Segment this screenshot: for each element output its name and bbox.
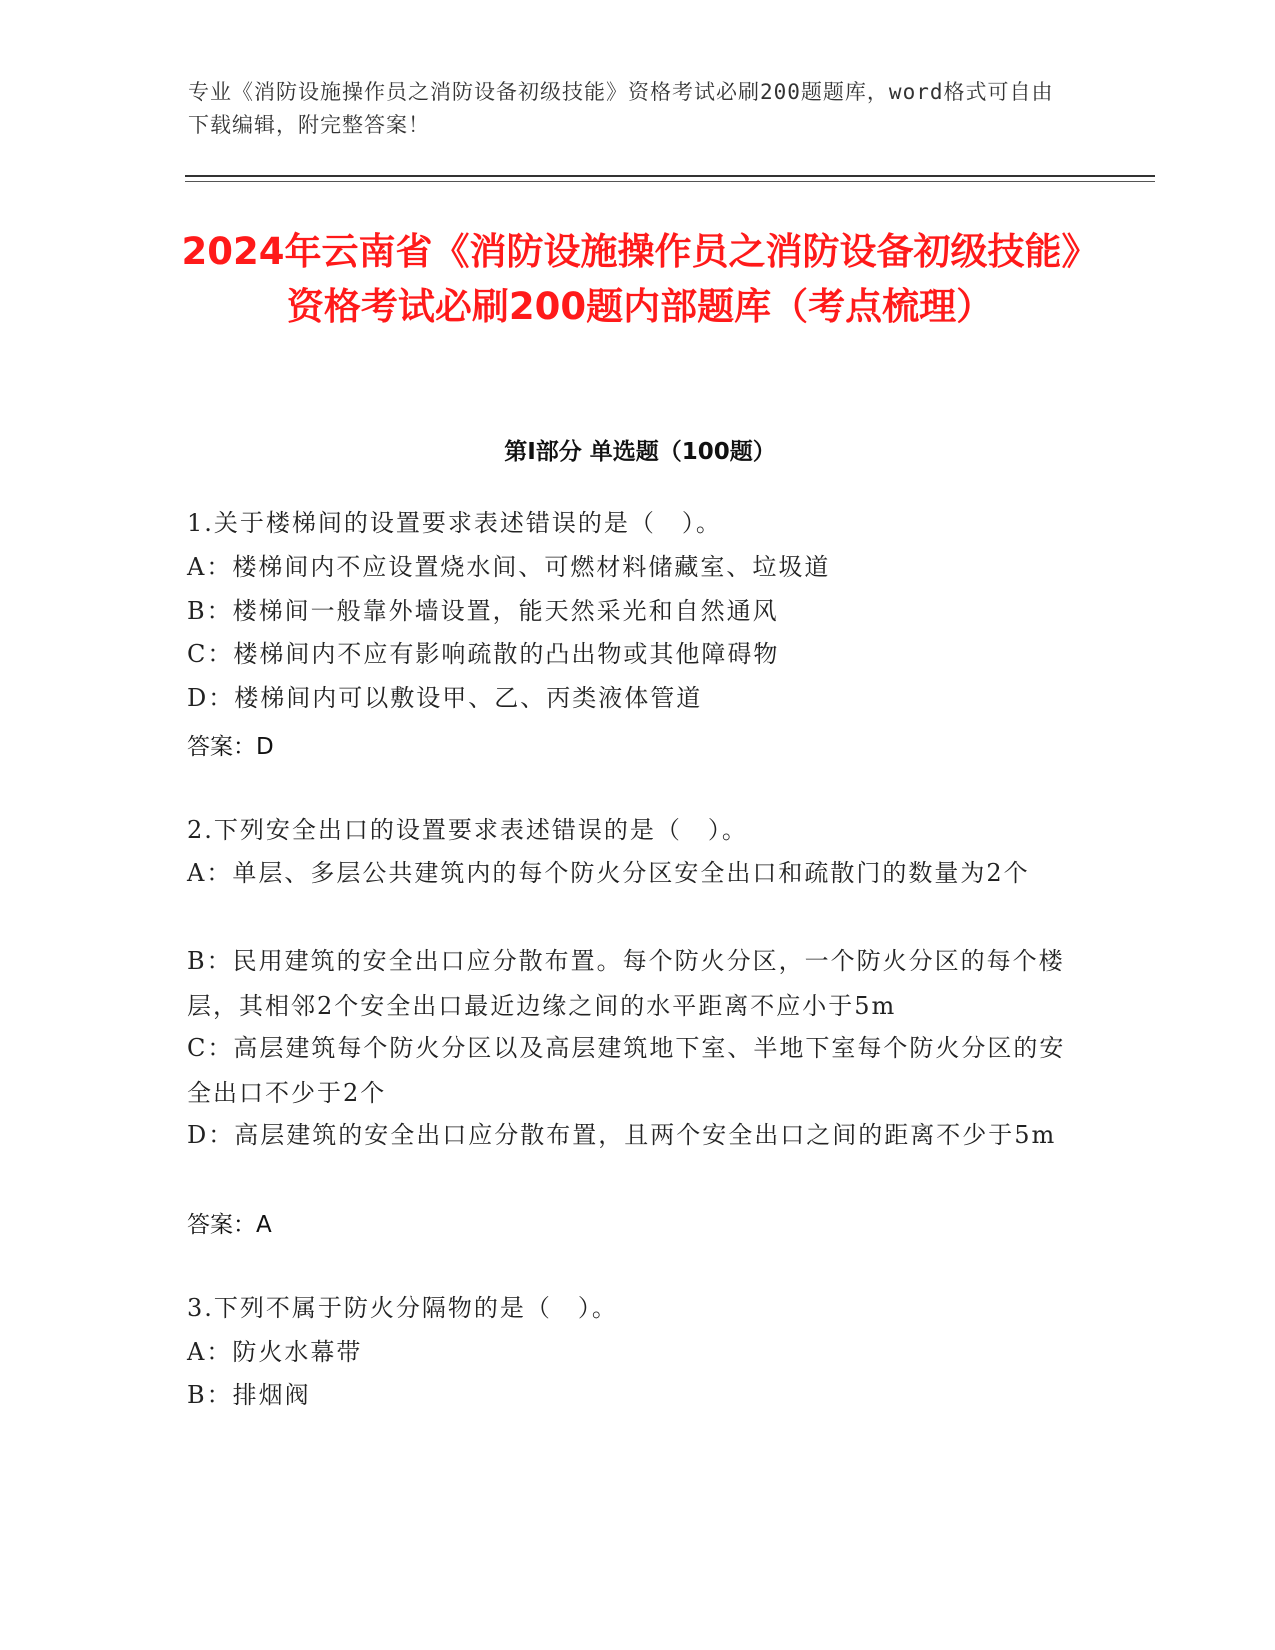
header-divider-thick [185, 175, 1155, 177]
header-note: 专业《消防设施操作员之消防设备初级技能》资格考试必刷200题题库，word格式可自由下载编辑，附完整答案！ [188, 80, 1054, 137]
header-divider-thin [185, 181, 1155, 182]
section-heading: 第Ⅰ部分 单选题（100题） [504, 439, 776, 465]
question-1-option-a: A：楼梯间内不应设置烧水间、可燃材料储藏室、垃圾道 [187, 553, 831, 581]
question-1-answer: 答案：D [187, 734, 274, 760]
question-1-option-c: C：楼梯间内不应有影响疏散的凸出物或其他障碍物 [187, 640, 780, 668]
question-3-option-a: A：防火水幕带 [187, 1338, 363, 1366]
question-2-option-b: B：民用建筑的安全出口应分散布置。每个防火分区，一个防火分区的每个楼层，其相邻2个安全出口最近边缘之间的水平距离不应小于5m [187, 947, 1065, 1020]
document-title: 2024年云南省《消防设施操作员之消防设备初级技能》资格考试必刷200题内部题库（考点梳理） [181, 230, 1099, 328]
question-1-option-b: B：楼梯间一般靠外墙设置，能天然采光和自然通风 [187, 597, 779, 625]
question-3-stem: 3.下列不属于防火分隔物的是（ ）。 [187, 1294, 618, 1322]
question-3-option-b: B：排烟阀 [187, 1381, 311, 1409]
question-1-option-d: D：楼梯间内可以敷设甲、乙、丙类液体管道 [187, 684, 703, 712]
question-2-answer: 答案：A [187, 1212, 272, 1238]
question-2-option-a: A：单层、多层公共建筑内的每个防火分区安全出口和疏散门的数量为2个 [187, 859, 1030, 887]
question-2-option-d: D：高层建筑的安全出口应分散布置，且两个安全出口之间的距离不少于5m [187, 1121, 1057, 1149]
question-1-stem: 1.关于楼梯间的设置要求表述错误的是（ ）。 [187, 509, 722, 537]
question-2-option-c: C：高层建筑每个防火分区以及高层建筑地下室、半地下室每个防火分区的安全出口不少于2个 [187, 1034, 1066, 1107]
question-2-stem: 2.下列安全出口的设置要求表述错误的是（ ）。 [187, 816, 748, 844]
